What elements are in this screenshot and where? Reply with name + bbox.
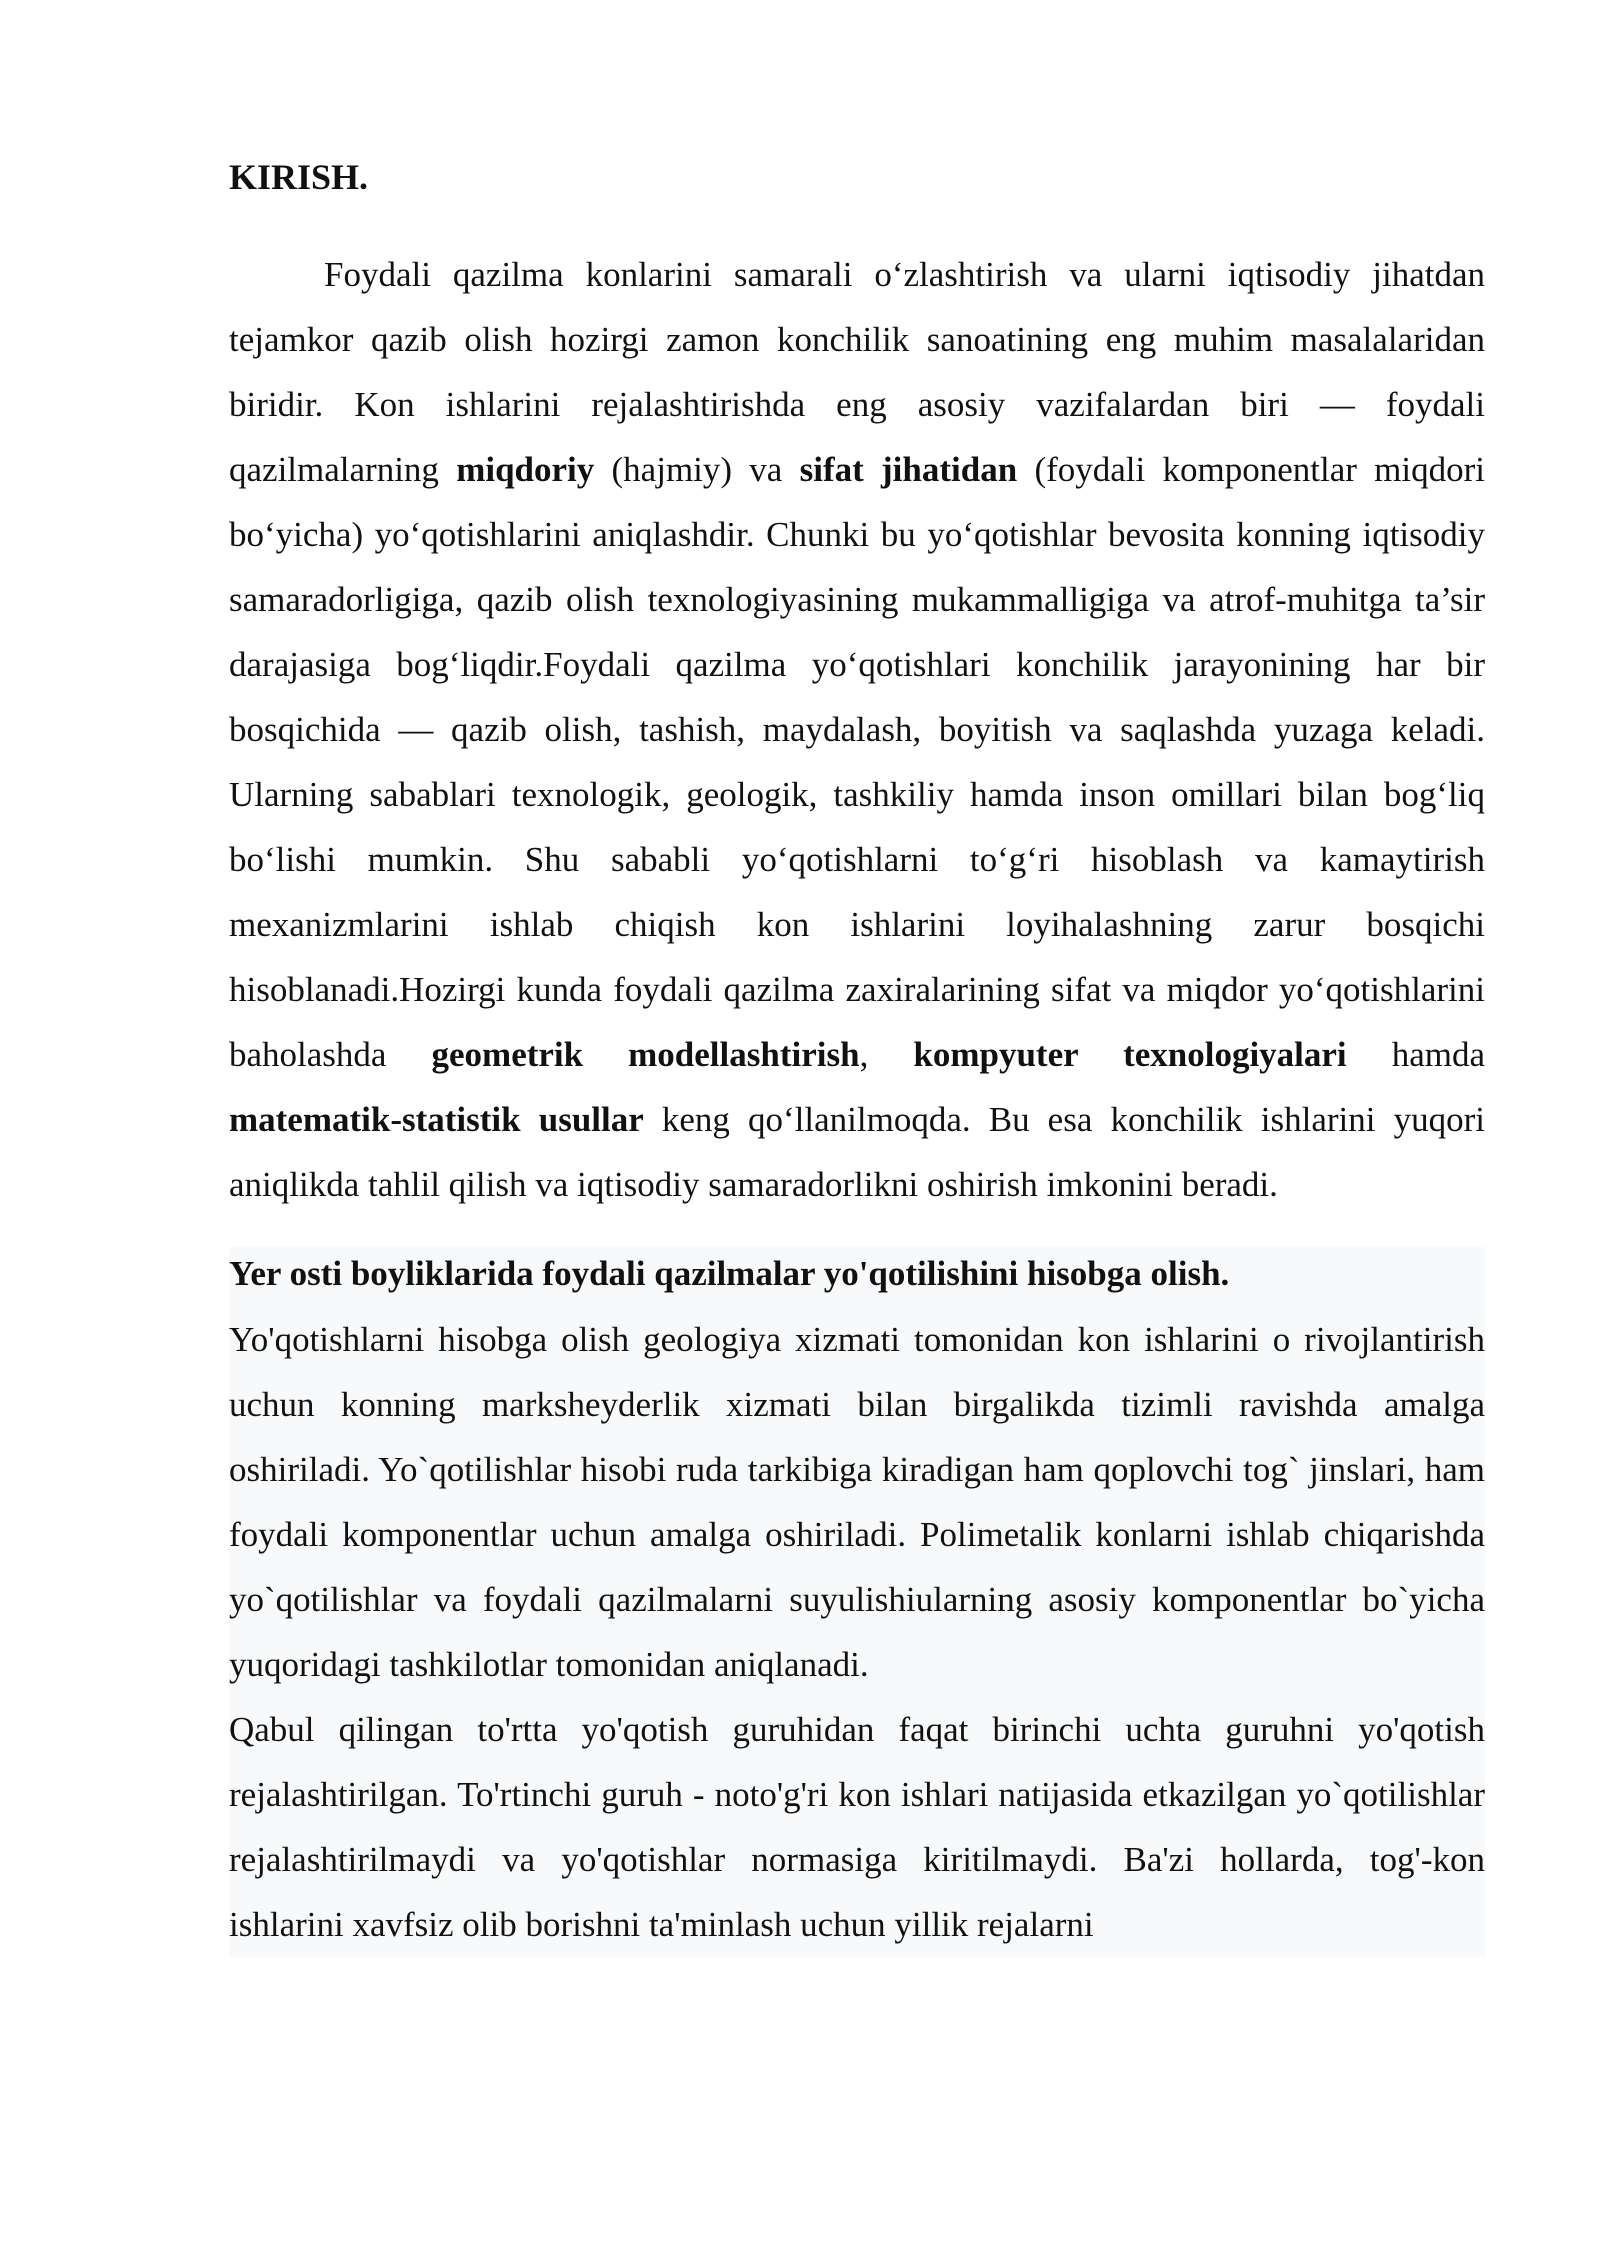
section-heading: Yer osti boyliklarida foydali qazilmalar yo'qotilishini hisobga olish.: [229, 1254, 1230, 1293]
intro-text-2: (hajmiy) va: [594, 450, 800, 489]
section-paragraph-2: Qabul qilingan to'rtta yo'qotish guruhidan faqat birinchi uchta guruhni yo'qotish rejalashtirilgan. To'rtinchi guruh - noto'g'ri kon ishlari natijasida etkazilgan yo`qotilishlar rejalashtirilmaydi va yo'qotishlar normasiga kiritilmaydi. Ba'zi hollarda, tog'-kon ishlarini xavfsiz olib borishni ta'minlash uchun yillik rejalarni: [229, 1710, 1485, 1944]
intro-bold-matematik: matematik-statistik usullar: [229, 1100, 644, 1139]
intro-bold-sifat: sifat jihatidan: [799, 450, 1018, 489]
intro-bold-geometrik: geometrik modellashtirish: [431, 1035, 860, 1074]
losses-section: [229, 1247, 1485, 1957]
intro-text-1: Foydali qazilma konlarini samarali o‘zlashtirish va ularni iqtisodiy jihatdan tejamkor qazib olish hozirgi zamon konchilik sanoatining eng muhim masalalaridan biridir. Kon ishlarini rejalashtirishda eng asosiy vazifalardan biri — foydali qazilmalarning: [229, 255, 1485, 489]
intro-bold-miqdoriy: miqdoriy: [456, 450, 595, 489]
intro-paragraph: [229, 242, 1485, 1217]
intro-bold-kompyuter: kompyuter texnologiyalari: [913, 1035, 1347, 1074]
intro-text-6: keng qo‘llanilmoqda. Bu esa konchilik ishlarini yuqori aniqlikda tahlil qilish va iqtisodiy samaradorlikni oshirish imkonini beradi.: [229, 1100, 1485, 1204]
intro-text-4: ,: [859, 1035, 914, 1074]
section-paragraph-1: Yo'qotishlarni hisobga olish geologiya xizmati tomonidan kon ishlarini o rivojlantirish uchun konning marksheyderlik xizmati bilan birgalikda tizimli ravishda amalga oshiriladi. Yo`qotilishlar hisobi ruda tarkibiga kiradigan ham qoplovchi tog` jinslari, ham foydali komponentlar uchun amalga oshiriladi. Polimetalik konlarni ishlab chiqarishda yo`qotilishlar va foydali qazilmalarni suyulishiularning asosiy komponentlar bo`yicha yuqoridagi tashkilotlar tomonidan aniqlanadi.: [229, 1320, 1485, 1684]
page-title: KIRISH.: [229, 157, 369, 197]
intro-text-3: (foydali komponentlar miqdori bo‘yicha) yo‘qotishlarini aniqlashdir. Chunki bu yo‘qotishlar bevosita konning iqtisodiy samaradorligiga, qazib olish texnologiyasining mukammalligiga va atrof-muhitga ta’sir darajasiga bog‘liqdir.Foydali qazilma yo‘qotishlari konchilik jarayonining har bir bosqichida — qazib olish, tashish, maydalash, boyitish va saqlashda yuzaga keladi. Ularning sabablari texnologik, geologik, tashkiliy hamda inson omillari bilan bog‘liq bo‘lishi mumkin. Shu sababli yo‘qotishlarni to‘g‘ri hisoblash va kamaytirish mexanizmlarini ishlab chiqish kon ishlarini loyihalashning zarur bosqichi hisoblanadi.Hozirgi kunda foydali qazilma zaxiralarining sifat va miqdor yo‘qotishlarini baholashda: [229, 450, 1485, 1074]
intro-text-5: hamda: [1346, 1035, 1485, 1074]
document-content: [229, 150, 1485, 1957]
